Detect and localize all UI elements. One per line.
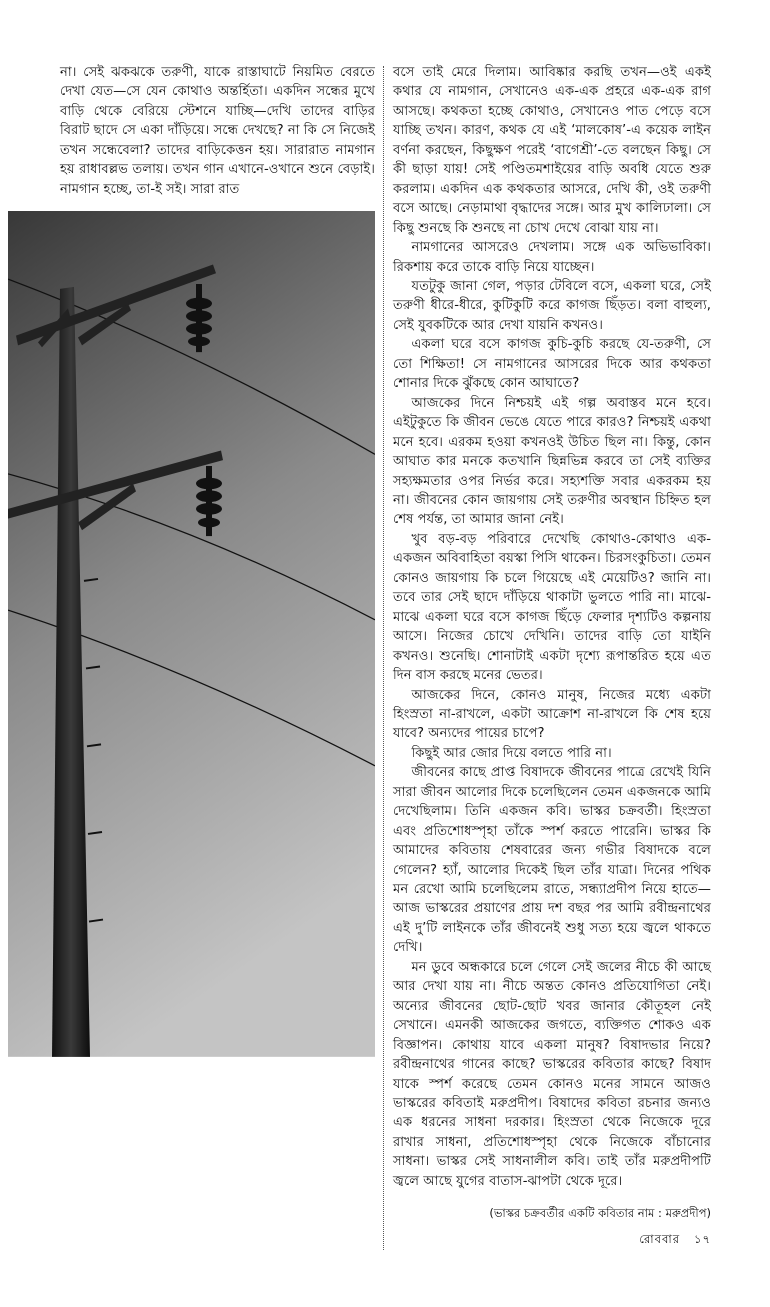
- page-footer: [393, 1231, 711, 1247]
- paragraph: নামগানের আসরেও দেখলাম। সঙ্গে এক অভিভাবিকা। রিকশায় করে তাকে বাড়ি নিয়ে যাচ্ছেন।: [393, 240, 711, 275]
- caption: (ভাস্কর চক্রবর্তীর একটি কবিতার নাম : মরুপ্রদীপ): [489, 1206, 711, 1221]
- paragraph: একলা ঘরে বসে কাগজ কুচি-কুচি করছে যে-তরুণী, সে তো শিক্ষিতা! সে নামগানের আসরের দিকে আর কথকতা শোনার দিকে ঝুঁকছে কোন আঘাতে?: [393, 337, 711, 392]
- left-side: [8, 63, 375, 1057]
- paragraph: না। সেই ঝকঝকে তরুণী, যাকে রাস্তাঘাটে নিয়মিত বেরতে দেখা যেত—সে যেন কোথাও অন্তর্হিতা। একদিন সন্ধের মুখে বাড়ি থেকে বেরিয়ে স্টেশনে যাচ্ছি—দেখি তাদের বাড়ির বিরাট ছাদে সে একা দাঁড়িয়ে। সন্ধে দেখছে? না কি সে নিজেই তখন সন্ধেবেলা? তাদের বাড়িকেত্তন হয়। সারারাত নামগান হয় রাধাবল্লভ তলায়। তখন গান এখানে-ওখানে শুনে বেড়াই। নামগান হচ্ছে, তা-ই সই। সারা রাত: [60, 65, 375, 197]
- utility-pole-photo: [8, 211, 375, 1057]
- paragraph: কিছুই আর জোর দিয়ে বলতে পারি না।: [411, 745, 612, 761]
- column-divider: [383, 66, 384, 1250]
- paragraph: বসে তাই মেরে দিলাম। আবিষ্কার করছি তখন—ওই একই কথার যে নামগান, সেখানেও এক-এক প্রহরে এক-এক রাগ আসছে। কথকতা হচ্ছে কোথাও, সেখানেও পাত পেড়ে বসে যাচ্ছি তখন। কারণ, কথক যে এই ‘মালকোষ’-এ কয়েক লাইন বর্ণনা করছেন, কিছুক্ষণ পরেই ‘বাগেশ্রী’-তে বলছেন কিছু। সে কী ছাড়া যায়! সেই পণ্ডিতমশাইয়ের বাড়ি অবধি যেতে শুরু করলাম। একদিন এক কথকতার আসরে, দেখি কী, ওই তরুণী বসে আছে। নেড়ামাথা বৃদ্ধাদের সঙ্গে। আর মুখ কালিঢালা। সে কিছু শুনছে কি শুনছে না চোখ দেখে বোঝা যায় না।: [393, 65, 711, 236]
- paragraph: আজকের দিনে নিশ্চয়ই এই গল্প অবাস্তব মনে হবে। এইটুকুতে কি জীবন ভেঙে যেতে পারে কারও? নিশ্চয়ই একথা মনে হবে। এরকম হওয়া কখনওই উচিত ছিল না। কিন্তু, কোন আঘাত কার মনকে কতখানি ছিন্নভিন্ন করবে তা সেই ব্যক্তির সহ্যক্ষমতার ওপর নির্ভর করে। সহ্যশক্তি সবার একরকম হয় না। জীবনের কোন জায়গায় সেই তরুণীর অবস্থান চিহ্নিত হল শেষ পর্যন্ত, তা আমার জানা নেই।: [393, 395, 711, 528]
- paragraph: যতটুকু জানা গেল, পড়ার টেবিলে বসে, একলা ঘরে, সেই তরুণী ধীরে-ধীরে, কুটিকুটি করে কাগজ ছিঁড়ত। বলা বাহুল্য, সেই যুবকটিকে আর দেখা যায়নি কখনও।: [393, 278, 711, 333]
- left-column-text: [60, 63, 375, 199]
- right-column-text: [393, 63, 711, 1191]
- right-side: [393, 63, 711, 1287]
- magazine-name: রোববার: [639, 1232, 681, 1247]
- paragraph: জীবনের কাছে প্রাপ্ত বিষাদকে জীবনের পাত্রে রেখেই যিনি সারা জীবন আলোর দিকে চলেছিলেন তেমন একজনকে আমি দেখেছিলাম। তিনি একজন কবি। ভাস্কর চক্রবর্তী। হিংস্রতা এবং প্রতিশোধস্পৃহা তাঁকে স্পর্শ করতে পারেনি। ভাস্কর কি আমাদের কবিতায় শেষবারের জন্য গভীর বিষাদকে বলে গেলেন? হ্যাঁ, আলোর দিকেই ছিল তাঁর যাত্রা। দিনের পথিক মন রেখো আমি চলেছিলেম রাতে, সন্ধ্যাপ্রদীপ নিয়ে হাতে—আজ ভাস্করের প্রয়াণের প্রায় দশ বছর পর আমি রবীন্দ্রনাথের এই দু’টি লাইনকে তাঁর জীবনেই শুধু সত্য হয়ে জ্বলে থাকতে দেখি।: [393, 765, 711, 956]
- paragraph: মন ডুবে অন্ধকারে চলে গেলে সেই জলের নীচে কী আছে আর দেখা যায় না। নীচে অন্তত কোনও প্রতিযোগিতা নেই। অন্যের জীবনের ছোট-ছোট খবর জানার কৌতূহল নেই সেখানে। এমনকী আজকের জগতে, ব্যক্তিগত শোকও এক বিজ্ঞাপন। কোথায় যাবে একলা মানুষ? বিষাদভার নিয়ে? রবীন্দ্রনাথের গানের কাছে? ভাস্করের কবিতার কাছে? বিষাদ যাকে স্পর্শ করেছে তেমন কোনও মনের সামনে আজও ভাস্করের কবিতাই মরুপ্রদীপ। বিষাদের কবিতা রচনার জন্যও এক ধরনের সাধনা দরকার। হিংস্রতা থেকে নিজেকে দূরে রাখার সাধনা, প্রতিশোধস্পৃহা থেকে নিজেকে বাঁচানোর সাধনা। ভাস্কর সেই সাধনালীল কবি। তাই তাঁর মরুপ্রদীপটি জ্বলে আছে যুগের বাতাস-ঝাপটা থেকে দূরে।: [393, 959, 711, 1189]
- page-number: ১৭: [694, 1232, 711, 1247]
- photo-frame: [8, 211, 375, 1057]
- paragraph: আজকের দিনে, কোনও মানুষ, নিজের মধ্যে একটা হিংস্রতা না-রাখলে, একটা আক্রোশ না-রাখলে কি শেষ হয়ে যাবে? অন্যদের পায়ের চাপে?: [393, 687, 711, 742]
- paragraph: খুব বড়-বড় পরিবারে দেখেছি কোথাও-কোথাও এক-একজন অবিবাহিতা বয়স্কা পিসি থাকেন। চিরসংকুচিতা। তেমন কোনও জায়গায় কি চলে গিয়েছে এই মেয়েটিও? জানি না। তবে তার সেই ছাদে দাঁড়িয়ে থাকাটা ভুলতে পারি না। মাঝে-মাঝে একলা ঘরে বসে কাগজ ছিঁড়ে ফেলার দৃশ্যটিও কল্পনায় আসে। নিজের চোখে দেখিনি। তাদের বাড়ি তো যাইনি কখনও। শুনেছি। শোনাটাই একটা দৃশ্যে রূপান্তরিত হয়ে এত দিন বাস করছে মনের ভেতর।: [393, 531, 711, 684]
